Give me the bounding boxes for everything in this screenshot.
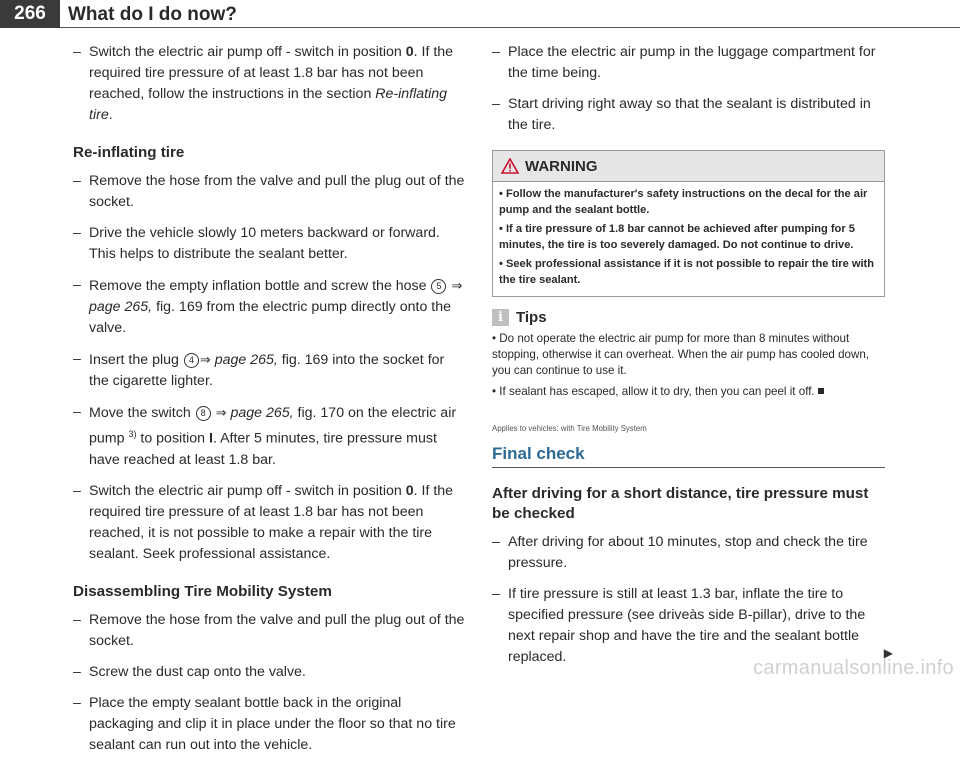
warning-body [493, 182, 884, 296]
right-column [492, 42, 893, 678]
page-header [0, 0, 960, 30]
tips-header [492, 307, 885, 328]
page-title: What do I do now? [68, 4, 237, 25]
continue-arrow-icon: ▶ [883, 646, 893, 660]
warning-item: • Follow the manufacturer's safety instructions on the decal for the air pump and the sealant bottle. [499, 188, 868, 216]
list-item: – Start driving right away so that the sealant is distributed in the tire. [492, 94, 885, 136]
tips-body [492, 331, 885, 400]
list-item: – Move the switch 8 ⇒ page 265, fig. 170 on the electric air pump $^{3)}$ to position I. After 5 minutes, tire pressure must have reached at least 1.8 bar. [73, 402, 465, 471]
list-item: – Place the electric air pump in the luggage compartment for the time being. [492, 42, 885, 84]
warning-title: WARNING [525, 157, 598, 175]
page-number: 266 [0, 0, 60, 28]
warning-header [493, 151, 884, 182]
warning-triangle-icon [501, 158, 519, 174]
page-reference-link[interactable]: page 265, [230, 405, 294, 421]
list-item: – Place the empty sealant bottle back in the original packaging and clip it in place under the floor so that no tire sealant can run out into the vehicle. [73, 693, 465, 756]
list-item: – Switch the electric air pump off - switch in position 0. If the required tire pressure of at least 1.8 bar has not been reached, it is not possible to make a repair with the tire sealant. Seek professional assistance. [73, 481, 465, 565]
list-item: – Screw the dust cap onto the valve. [73, 662, 465, 683]
list-item: – Remove the hose from the valve and pull the plug out of the socket. [73, 171, 465, 213]
arrow-right-icon: ⇒ [215, 405, 227, 420]
list-item: – Insert the plug 4 ⇒ page 265, fig. 169 into the socket for the cigarette lighter. [73, 349, 465, 392]
list-item: – Drive the vehicle slowly 10 meters backward or forward. This helps to distribute the sealant better. [73, 223, 465, 265]
list-item: – Remove the empty inflation bottle and screw the hose 5 ⇒ page 265, fig. 169 from the electric pump directly onto the valve. [73, 275, 465, 339]
callout-number: 8 [196, 406, 211, 421]
info-icon: i [492, 309, 509, 326]
list-item: – If tire pressure is still at least 1.3 bar, inflate the tire to specified pressure (see driveàs side B-pillar), drive to the next repair shop and have the tire and the sealant bottle replaced. ▶ [492, 584, 885, 668]
callout-number: 5 [431, 279, 446, 294]
header-rule [60, 27, 960, 28]
subheading: After driving for a short distance, tire pressure must be checked [492, 485, 869, 522]
warning-item: • If a tire pressure of 1.8 bar cannot be achieved after pumping for 5 minutes, the tire is too severely damaged. Do not continue to drive. [499, 223, 855, 251]
tip-item: • If sealant has escaped, allow it to dry, then you can peel it off. [492, 384, 885, 400]
page-reference-link[interactable]: page 265, [89, 299, 153, 315]
list-item: – Remove the hose from the valve and pull the plug out of the socket. [73, 610, 465, 652]
footnote-ref: 3) [128, 429, 137, 439]
section-title-final-check: Final check [492, 443, 885, 468]
end-of-section-icon [818, 388, 824, 394]
section-heading-reinflating: Re-inflating tire [73, 144, 185, 161]
tips-title: Tips [516, 309, 547, 326]
warning-item: • Seek professional assistance if it is not possible to repair the tire with the tire sealant. [499, 258, 875, 286]
arrow-right-icon: ⇒ [451, 278, 463, 293]
left-column [73, 42, 465, 766]
list-item: – After driving for about 10 minutes, stop and check the tire pressure. [492, 532, 885, 574]
watermark: carmanualsonline.info [753, 657, 954, 679]
page-reference-link[interactable]: page 265, [214, 352, 278, 368]
applies-note: Applies to vehicles: with Tire Mobility System [492, 424, 647, 433]
warning-box [492, 150, 885, 297]
callout-number: 4 [184, 353, 199, 368]
arrow-right-icon: ⇒ [199, 352, 211, 367]
list-item: – Switch the electric air pump off - switch in position 0. If the required tire pressure of at least 1.8 bar has not been reached, follow the instructions in the section Re-inflating tire. [73, 42, 465, 126]
tip-item: • Do not operate the electric air pump for more than 8 minutes without stopping, otherwise it can overheat. When the air pump has cooled down, you can continue to use it. [492, 332, 870, 377]
section-heading-disassembling: Disassembling Tire Mobility System [73, 582, 332, 600]
